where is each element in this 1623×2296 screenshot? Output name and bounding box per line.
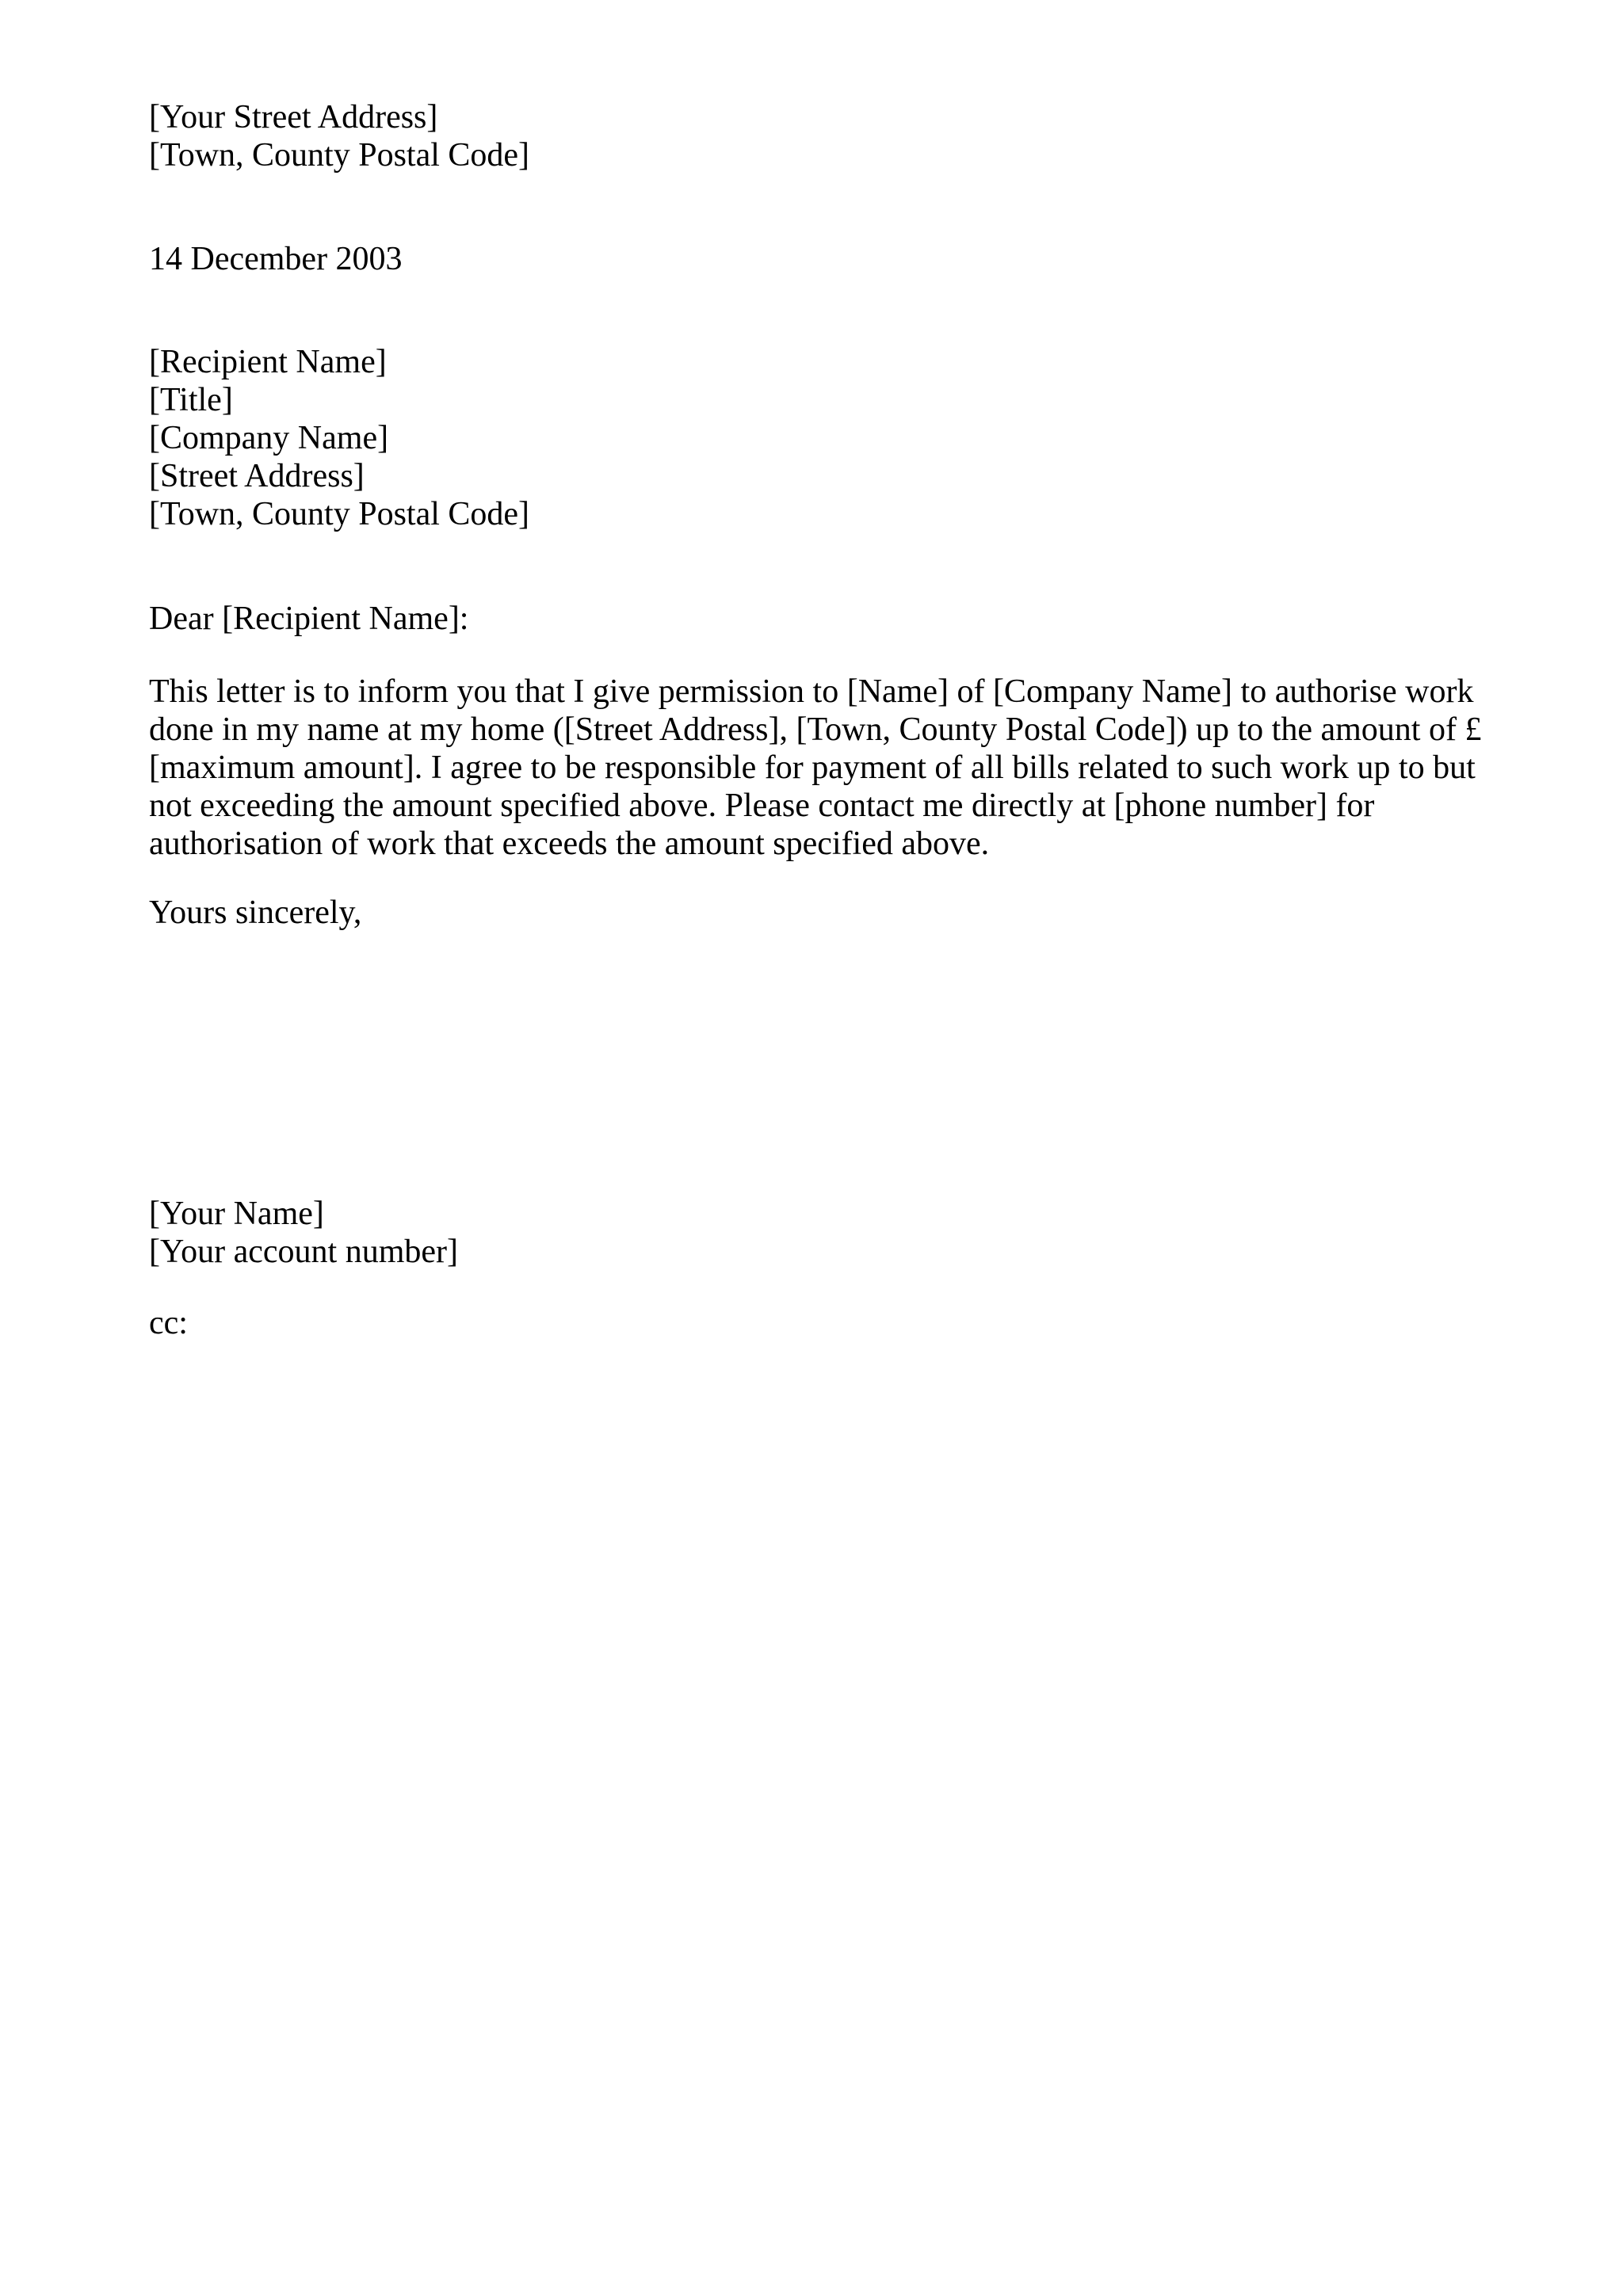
signature-block (149, 1195, 458, 1271)
sender-town: [Town, County Postal Code] (149, 137, 530, 174)
body-line: authorisation of work that exceeds the amount specified above. (149, 826, 990, 862)
recipient-street: [Street Address] (149, 458, 365, 494)
body-line: This letter is to inform you that I give permission to [Name] of [Company Name] to authorise work (149, 673, 1474, 710)
salutation (149, 600, 468, 638)
recipient-company: [Company Name] (149, 420, 389, 456)
salutation-text: Dear [Recipient Name]: (149, 601, 469, 637)
recipient-address (149, 343, 529, 533)
body-line: done in my name at my home ([Street Address], [Town, County Postal Code]) up to the amount of £ (149, 711, 1482, 748)
body-line: not exceeding the amount specified above. Please contact me directly at [phone number] for (149, 788, 1375, 824)
date-text: 14 December 2003 (149, 241, 403, 277)
cc-line (149, 1304, 188, 1342)
letter-date (149, 240, 403, 278)
sender-address (149, 98, 529, 174)
body-line: [maximum amount]. I agree to be responsible for payment of all bills related to such work up to but (149, 749, 1476, 786)
signature-name: [Your Name] (149, 1196, 324, 1232)
closing-text: Yours sincerely, (149, 894, 362, 931)
sender-street: [Your Street Address] (149, 99, 438, 135)
body-paragraph (149, 673, 1480, 863)
closing (149, 894, 361, 932)
recipient-name: [Recipient Name] (149, 344, 387, 380)
signature-account: [Your account number] (149, 1234, 458, 1270)
recipient-town: [Town, County Postal Code] (149, 496, 530, 532)
recipient-title: [Title] (149, 382, 233, 418)
cc-label: cc: (149, 1305, 188, 1341)
